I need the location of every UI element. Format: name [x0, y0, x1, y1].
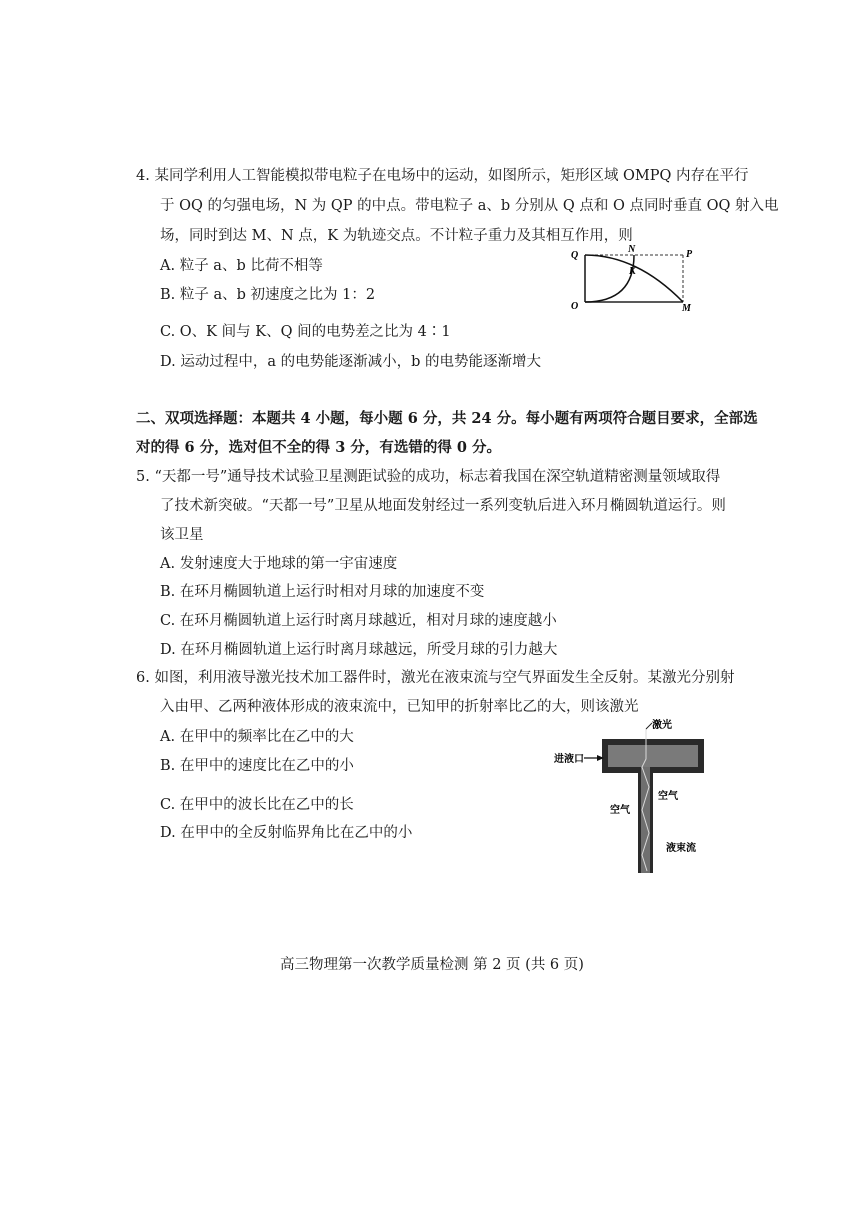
q6-liquid-jet-diagram: [552, 715, 712, 880]
q4-option-d: D. 运动过程中，a 的电势能逐渐减小，b 的电势能逐渐增大: [160, 354, 541, 370]
q4-label-n: N: [628, 244, 636, 255]
q6-option-b: B. 在甲中的速度比在乙中的小: [160, 758, 354, 774]
q6-stem-line1: 6. 如图，利用液导激光技术加工器件时，激光在液束流与空气界面发生全反射。某激光分别射: [136, 670, 735, 686]
q6-label-jet: 液束流: [666, 843, 696, 854]
q5-stem-line3: 该卫星: [160, 527, 204, 543]
q6-option-c: C. 在甲中的波长比在乙中的长: [160, 797, 354, 813]
q6-label-air-right: 空气: [658, 791, 678, 802]
q6-label-laser: 激光: [652, 720, 672, 731]
q5-option-a: A. 发射速度大于地球的第一宇宙速度: [160, 556, 398, 572]
q4-label-q: Q: [571, 250, 579, 261]
q5-option-d: D. 在环月椭圆轨道上运行时离月球越远，所受月球的引力越大: [160, 642, 558, 658]
q4-field-diagram: [565, 243, 700, 315]
q4-label-p: P: [686, 249, 693, 260]
q6-stem-line2: 入由甲、乙两种液体形成的液束流中，已知甲的折射率比乙的大，则该激光: [160, 699, 639, 715]
q4-trajectory-b: [585, 255, 634, 302]
q4-stem-line3: 场，同时到达 M、N 点，K 为轨迹交点。不计粒子重力及其相互作用，则: [160, 228, 633, 244]
q6-label-air-left: 空气: [610, 805, 630, 816]
q6-label-inlet: 进液口: [554, 754, 584, 765]
q6-option-d: D. 在甲中的全反射临界角比在乙中的小: [160, 825, 413, 841]
q4-label-o: O: [571, 301, 579, 312]
section2-heading-line2: 对的得 6 分，选对但不全的得 3 分，有选错的得 0 分。: [136, 439, 502, 456]
q5-stem-line2: 了技术新突破。“天都一号”卫星从地面发射经过一系列变轨后进入环月椭圆轨道运行。则: [160, 498, 726, 514]
q5-option-b: B. 在环月椭圆轨道上运行时相对月球的加速度不变: [160, 584, 485, 600]
q4-label-k: K: [629, 266, 636, 277]
q4-stem-line2: 于 OQ 的匀强电场，N 为 QP 的中点。带电粒子 a、b 分别从 Q 点和 O 点同时垂直 OQ 射入电: [160, 198, 779, 214]
page-footer: 高三物理第一次教学质量检测 第 2 页 (共 6 页): [280, 957, 584, 973]
q4-stem-line1: 4. 某同学利用人工智能模拟带电粒子在电场中的运动，如图所示，矩形区域 OMPQ 内存在平行: [136, 168, 749, 184]
q6-option-a: A. 在甲中的频率比在乙中的大: [160, 729, 354, 745]
q5-option-c: C. 在环月椭圆轨道上运行时离月球越近，相对月球的速度越小: [160, 613, 557, 629]
q4-option-a: A. 粒子 a、b 比荷不相等: [160, 258, 323, 274]
q5-stem-line1: 5. “天都一号”通导技术试验卫星测距试验的成功，标志着我国在深空轨道精密测量领域取得: [136, 469, 721, 485]
q4-label-m: M: [682, 303, 691, 314]
q4-option-c: C. O、K 间与 K、Q 间的电势差之比为 4∶1: [160, 324, 451, 340]
q6-nozzle-chamber: [608, 745, 698, 767]
section2-heading-line1: 二、双项选择题：本题共 4 小题，每小题 6 分，共 24 分。每小题有两项符合题目要求，全部选: [136, 410, 758, 427]
q4-option-b: B. 粒子 a、b 初速度之比为 1：2: [160, 287, 376, 303]
